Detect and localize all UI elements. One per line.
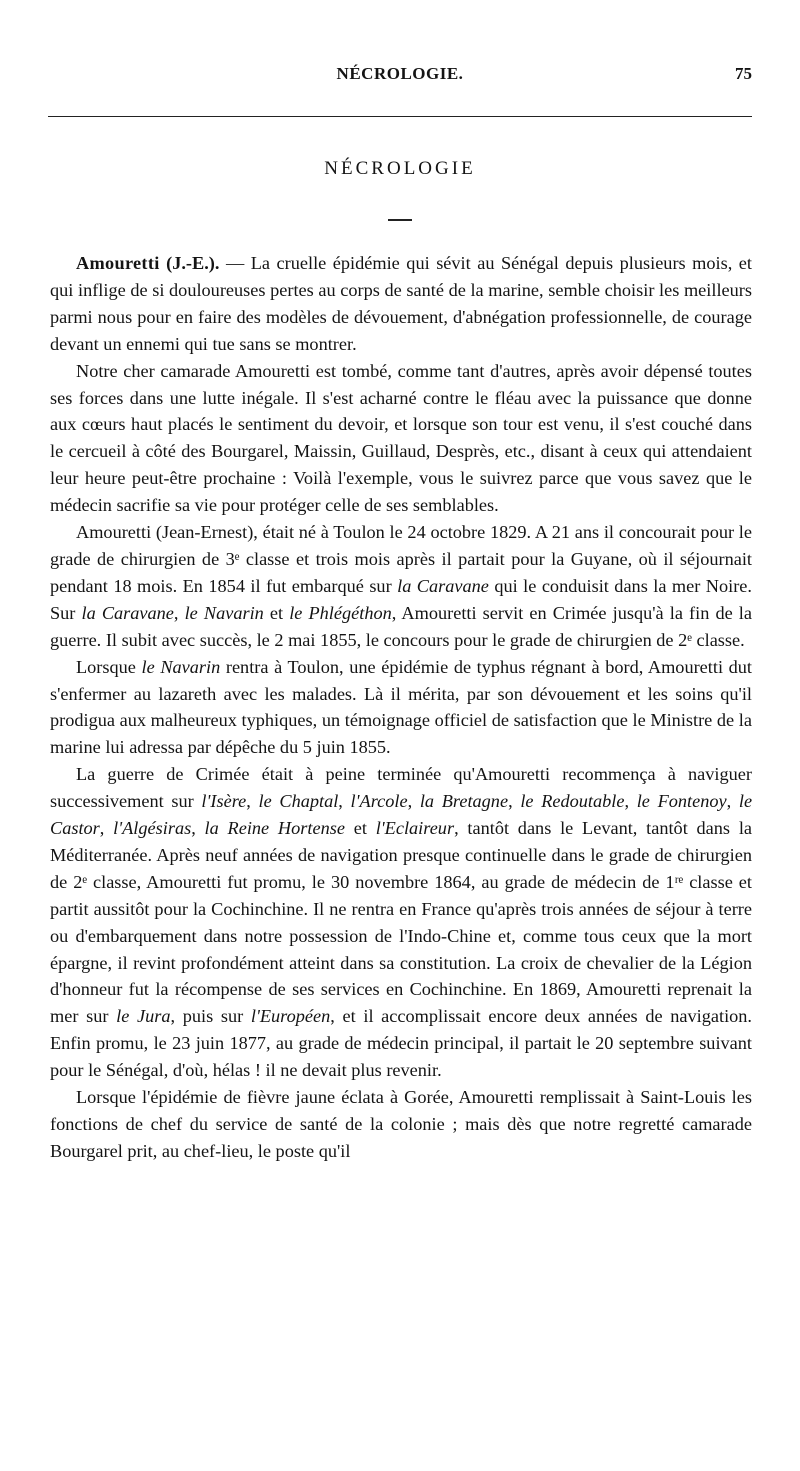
text-run: Lorsque l'épidémie de fièvre jaune éclata à Gorée, Amouretti remplissait à Saint-Louis les fonctions de chef du service de santé de la colonie ; mais dès que notre regretté camarade Bourgarel prit, au chef-lieu, le poste qu'il bbox=[50, 1087, 752, 1161]
text-run: — La cruelle épidémie qui sévit au Sénégal depuis plusieurs mois, et qui inflige de si douloureuses pertes au corps de santé de la marine, semble choisir les meilleurs parmi nous pour en faire des modèles de dévouement, d'abnégation professionnelle, de courage devant un ennemi qui tue sans se montrer. bbox=[50, 253, 752, 354]
ship-name: l'Arcole bbox=[350, 791, 408, 812]
text-run: qui le conduisit dans la mer Noire. Sur bbox=[50, 575, 752, 623]
deceased-name: Amouretti bbox=[76, 253, 160, 273]
ship-name: le Castor bbox=[50, 791, 753, 839]
text-run: , puis sur bbox=[170, 1006, 251, 1027]
section-title: NÉCROLOGIE bbox=[324, 158, 476, 179]
ship-name: l'Isère bbox=[201, 791, 247, 812]
text-run: , Amouretti servit en Crimée jusqu'à la fin de la guerre. Il subit avec succès, le 2 mai 1855, le concours pour le grade de chirurgien de 2ᵉ classe. bbox=[50, 602, 752, 650]
text-run: Amouretti (Jean-Ernest), était né à Toulon le 24 octobre 1829. A 21 ans il concourait pour le grade de chirurgien de 3ᵉ classe et trois mois après il partait pour la Guyane, où il séjournait pendant 18 mois. En 1854 il fut embarqué sur bbox=[50, 522, 752, 596]
text-run: et bbox=[263, 602, 290, 623]
text-run: Lorsque bbox=[76, 656, 142, 677]
header-rule bbox=[48, 116, 752, 117]
text-run: rentra à Toulon, une épidémie de typhus régnant à bord, Amouretti dut s'enfermer au lazareth avec les malades. Là il mérita, par son dévouement et les soins qu'il prodigua aux malheureux typhiques, un témoignage officiel de satisfaction que le Ministre de la marine lui adressa par dépêche du 5 juin 1855. bbox=[50, 656, 752, 758]
paragraph bbox=[50, 654, 752, 762]
text-run: , et il accomplissait encore deux années de navigation. Enfin promu, le 23 juin 1877, au grade de médecin principal, il partait le 20 septembre suivant pour le Sénégal, d'où, hélas ! il ne devait plus revenir. bbox=[50, 1006, 752, 1081]
paragraph bbox=[50, 1084, 752, 1165]
text-run: , bbox=[726, 791, 739, 812]
ship-name: la Caravane bbox=[81, 602, 174, 623]
paragraph bbox=[50, 358, 752, 519]
text-run: , bbox=[624, 791, 637, 812]
paragraph bbox=[50, 519, 752, 654]
text-run: , bbox=[173, 602, 185, 623]
deceased-initials: (J.-E.). bbox=[166, 253, 220, 273]
ship-name: le Navarin bbox=[184, 602, 264, 623]
text-run: , bbox=[191, 818, 205, 839]
text-run: , bbox=[99, 818, 114, 839]
text-run: , bbox=[338, 791, 351, 812]
section-divider bbox=[388, 219, 412, 221]
text-run: , bbox=[407, 791, 420, 812]
text-run: , tantôt dans le Levant, tantôt dans la Méditerranée. Après neuf années de navigation presque continuelle dans le grade de chirurgien de 2ᵉ classe, Amouretti fut promu, le 30 novembre 1864, au grade de médecin de 1ʳᵉ classe et partit aussitôt pour la Cochinchine. Il ne rentra en France qu'après trois années de séjour à terre ou d'embarquement dans notre possession de l'Indo-Chine et, comme tous ceux que la mort épargne, il revint profondément atteint dans sa constitution. La croix de chevalier de la Légion d'honneur fut la récompense de ses services en Cochinchine. En 1869, Amouretti reprenait la mer sur bbox=[50, 818, 753, 1027]
ship-name: la Caravane bbox=[397, 575, 489, 596]
ship-name: la Bretagne bbox=[419, 791, 509, 812]
ship-name: le Navarin bbox=[141, 656, 221, 677]
running-title: NÉCROLOGIE. bbox=[336, 64, 464, 83]
text-run: Notre cher camarade Amouretti est tombé, comme tant d'autres, après avoir dépensé toutes ses forces dans une lutte inégale. Il s'est acharné contre le fléau avec la puissance que donne aux cœurs haut placés le sentiment du devoir, et lorsque son tour est venu, il s'est couché dans le cercueil à côté des Bourgarel, Maissin, Guillaud, Desprès, etc., disant à ceux qui attendaient leur heure peut-être prochaine : Voilà l'exemple, vous le suivrez parce que vous savez que le médecin sacrifie sa vie pour protéger celle de ses semblables. bbox=[50, 360, 752, 516]
text-run: , bbox=[508, 791, 521, 812]
page-number: 75 bbox=[735, 64, 752, 83]
ship-name: le Redoutable bbox=[520, 791, 625, 812]
ship-name: l'Algésiras bbox=[113, 818, 192, 839]
ship-name: le Chaptal bbox=[258, 791, 339, 812]
ship-name: le Jura bbox=[116, 1006, 171, 1027]
ship-name: la Reine Hortense bbox=[204, 818, 345, 839]
text-run: , bbox=[246, 791, 259, 812]
article-body bbox=[50, 250, 752, 1165]
running-head bbox=[0, 64, 800, 86]
paragraph bbox=[50, 250, 752, 358]
ship-name: le Fontenoy bbox=[636, 791, 727, 812]
text-run: La guerre de Crimée était à peine terminée qu'Amouretti recommença à naviguer successivement sur bbox=[50, 764, 752, 812]
ship-name: le Phlégéthon bbox=[289, 602, 392, 623]
ship-name: l'Européen bbox=[250, 1006, 331, 1027]
text-run: et bbox=[344, 818, 376, 839]
ship-name: l'Eclaireur bbox=[375, 818, 455, 839]
paragraph bbox=[50, 761, 752, 1084]
